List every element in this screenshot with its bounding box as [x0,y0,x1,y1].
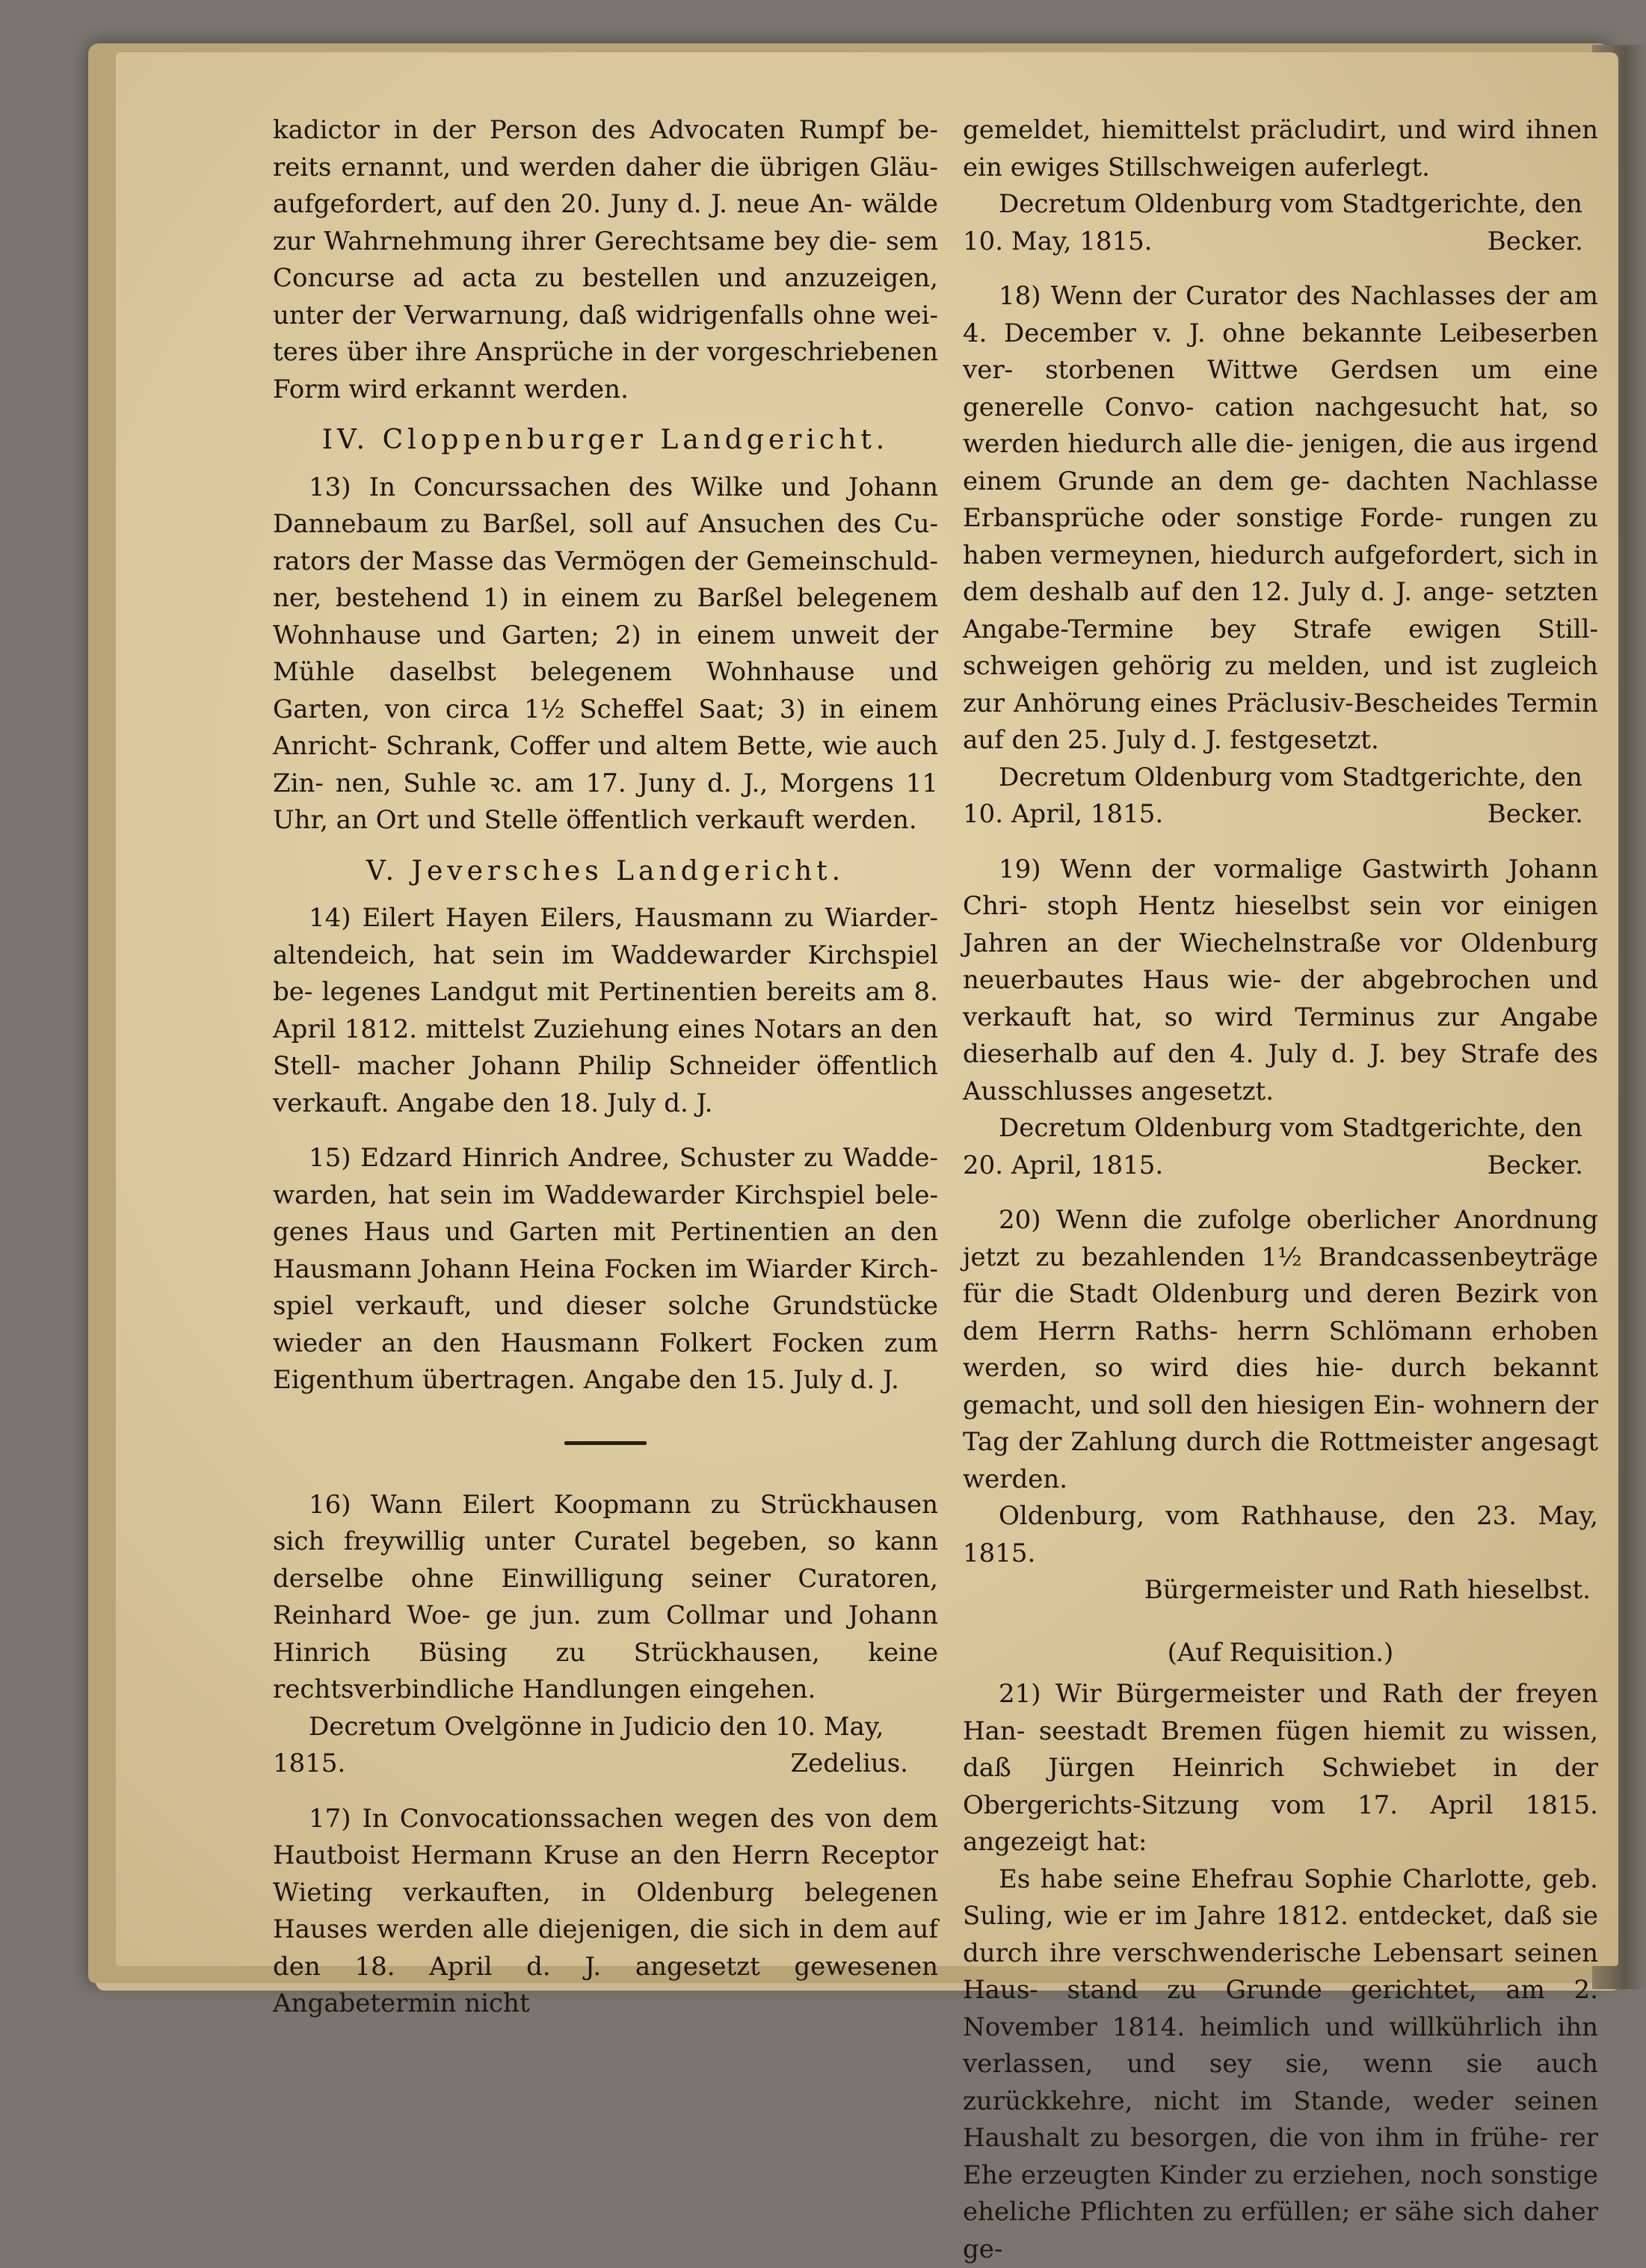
decree-19-date: 20. April, 1815. [963,1147,1163,1185]
notice-15: 15) Edzard Hinrich Andree, Schuster zu Wadde- warden, hat sein im Waddewarder Kirchspiel bele- genes Haus und Garten mit Pertinentien an den Hausmann Johann Heina Focken im Wiarder Kirch- spiel verkauft, und dieser solche Grundstücke wieder an den Hausmann Folkert Focken zum Eigenthum übertragen. Angabe den 15. July d. J. [273,1140,938,1399]
section-heading-v: V. Jeversches Landgericht. [273,853,938,890]
left-column [273,112,938,2023]
decree-16: Decretum Ovelgönne in Judicio den 10. May, [273,1709,938,1746]
spacer [963,260,1598,278]
notice-19: 19) Wenn der vormalige Gastwirth Johann Chri- stoph Hentz hieselbst sein vor einigen Jahren an der Wiechelnstraße vor Oldenburg neuerbautes Haus wie- der abgebrochen und verkauft hat, so wird Terminus zur Angabe dieserhalb auf den 4. July d. J. bey Strafe des Ausschlusses angesetzt. [963,851,1598,1111]
spacer [273,1122,938,1140]
notice-21-continued: Es habe seine Ehefrau Sophie Charlotte, geb. Suling, wie er im Jahre 1812. entdecket, daß sie durch ihre verschwenderische Lebensart seinen Haus- stand zu Grunde gerichtet, am 2. November 1814. heimlich und willkührlich ihn verlassen, und sey sie, wenn sie auch zurückkehre, nicht im Stande, weder seinen Haushalt zu besorgen, die von ihm in frühe- rer Ehe erzeugten Kinder zu erziehen, noch sonstige eheliche Pflichten zu erfüllen; er sähe sich daher ge- [963,1861,1598,2268]
continued-paragraph: kadictor in der Person des Advocaten Rumpf be- reits ernannt, und werden daher die übrigen Gläu- aufgefordert, auf den 20. Juny d. J. neue An- wälde zur Wahrnehmung ihrer Gerechtsame bey die- sem Concurse ad acta zu bestellen und anzuzeigen, unter der Verwarnung, daß widrigenfalls ohne wei- teres über ihre Ansprüche in der vorgeschriebenen Form wird erkannt werden. [273,112,938,408]
decree-18-date: 10. April, 1815. [963,796,1163,833]
decree-17-date: 10. May, 1815. [963,224,1153,261]
decree-17: Decretum Oldenburg vom Stadtgerichte, den [963,186,1598,224]
section-divider-rule [564,1441,647,1445]
spacer [963,1184,1598,1202]
decree-18: Decretum Oldenburg vom Stadtgerichte, den [963,759,1598,797]
decree-16-year: 1815. [273,1745,345,1783]
notice-16: 16) Wann Eilert Koopmann zu Strückhausen sich freywillig unter Curatel begeben, so kann derselbe ohne Einwilligung seiner Curatoren, Reinhard Woe- ge jun. zum Collmar und Johann Hinrich Büsing zu Strückhausen, keine rechtsverbindliche Handlungen eingehen. [273,1487,938,1709]
decree-16-signature-line [273,1745,938,1783]
notice-20-place-date: Oldenburg, vom Rathhause, den 23. May, 1815. [963,1498,1598,1572]
spacer [273,1783,938,1801]
notice-18: 18) Wenn der Curator des Nachlasses der am 4. December v. J. ohne bekannte Leibeserben ver- storbenen Wittwe Gerdsen um eine generelle Convo- cation nachgesucht hat, so werden hiedurch alle die- jenigen, die aus irgend einem Grunde an dem ge- dachten Nachlasse Erbansprüche oder sonstige Forde- rungen zu haben vermeynen, hiedurch aufgefordert, sich in dem deshalb auf den 12. July d. J. ange- setzten Angabe-Termine bey Strafe ewigen Still- schweigen gehörig zu melden, und ist zugleich zur Anhörung eines Präclusiv-Bescheides Termin auf den 25. July d. J. festgesetzt. [963,278,1598,759]
decree-18-signature-line [963,796,1598,833]
notice-20: 20) Wenn die zufolge oberlicher Anordnung jetzt zu bezahlenden 1½ Brandcassenbeyträge für die Stadt Oldenburg und deren Bezirk von dem Herrn Raths- herrn Schlömann erhoben werden, so wird dies hie- durch bekannt gemacht, und soll den hiesigen Ein- wohnern der Tag der Zahlung durch die Rottmeister angesagt werden. [963,1202,1598,1498]
section-heading-iv: IV. Cloppenburger Landgericht. [273,422,938,459]
requisition-heading: (Auf Requisition.) [963,1635,1598,1672]
notice-21: 21) Wir Bürgermeister und Rath der freyen Han- seestadt Bremen fügen hiemit zu wissen, daß Jürgen Heinrich Schwiebet in der Obergerichts-Sitzung vom 17. April 1815. angezeigt hat: [963,1676,1598,1861]
spacer [963,833,1598,851]
spacer [963,1609,1598,1627]
decree-19: Decretum Oldenburg vom Stadtgerichte, den [963,1110,1598,1147]
decree-16-signer: Zedelius. [790,1745,938,1783]
continued-paragraph: gemeldet, hiemittelst präcludirt, und wird ihnen ein ewiges Stillschweigen auferlegt. [963,112,1598,186]
notice-14: 14) Eilert Hayen Eilers, Hausmann zu Wiarder- altendeich, hat sein im Waddewarder Kirchspiel be- legenes Landgut mit Pertinentien bereits am 8. April 1812. mittelst Zuziehung eines Notars an den Stell- macher Johann Philip Schneider öffentlich verkauft. Angabe den 18. July d. J. [273,900,938,1122]
decree-17-signer: Becker. [1488,224,1598,261]
decree-19-signature-line [963,1147,1598,1185]
notice-20-signer: Bürgermeister und Rath hieselbst. [963,1572,1598,1609]
decree-17-signature-line [963,224,1598,261]
right-column [963,112,1598,2268]
notice-13: 13) In Concurssachen des Wilke und Johann Dannebaum zu Barßel, soll auf Ansuchen des Cu- rators der Masse das Vermögen der Gemeinschuld- ner, bestehend 1) in einem zu Barßel belegenem Wohnhause und Garten; 2) in einem unweit der Mühle daselbst belegenem Wohnhause und Garten, von circa 1½ Scheffel Saat; 3) in einem Anricht- Schrank, Coffer und altem Bette, wie auch Zin- nen, Suhle ꝛc. am 17. Juny d. J., Morgens 11 Uhr, an Ort und Stelle öffentlich verkauft werden. [273,469,938,839]
decree-18-signer: Becker. [1488,796,1598,833]
notice-17: 17) In Convocationssachen wegen des von dem Hautboist Hermann Kruse an den Herrn Receptor Wieting verkauften, in Oldenburg belegenen Hauses werden alle diejenigen, die sich in dem auf den 18. April d. J. angesetzt gewesenen Angabetermin nicht [273,1801,938,2023]
decree-19-signer: Becker. [1488,1147,1598,1185]
